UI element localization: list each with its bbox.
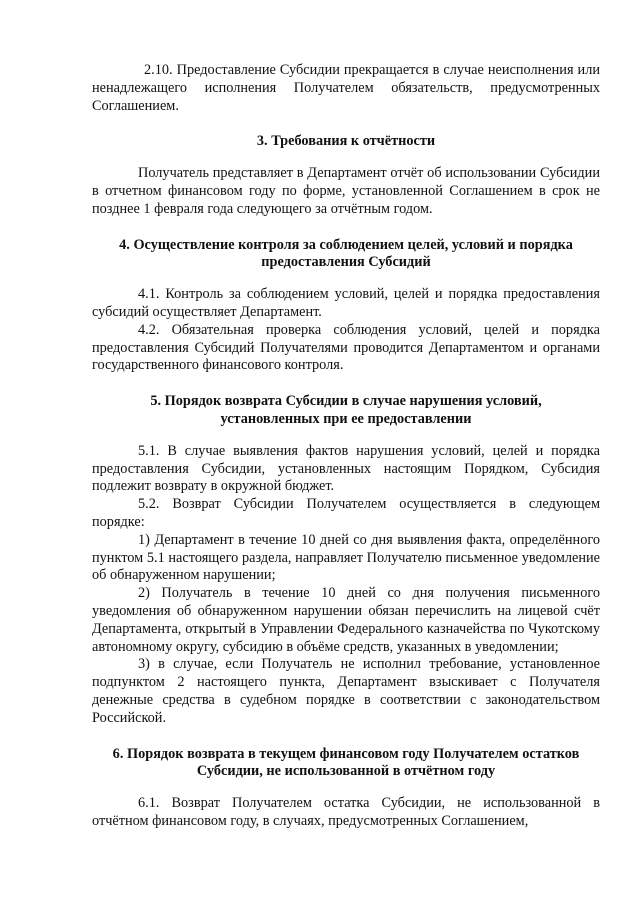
section-5-heading-line1: 5. Порядок возврата Субсидии в случае нарушения условий,	[150, 393, 542, 410]
paragraph-5-2-item-2: 2) Получатель в течение 10 дней со дня получения письменного уведомления об обнаруженном нарушении обязан перечислить на лицевой счёт Департамента, открытый в Управлении Федерального казначейства по Чукотскому автономному округу, субсидию в объёме средств, указанных в уведомлении;	[92, 585, 600, 655]
section-3-heading: 3. Требования к отчётности	[256, 133, 436, 150]
paragraph-5-2-item-1: 1) Департамент в течение 10 дней со дня выявления факта, определённого пунктом 5.1 настоящего раздела, направляет Получателю письменное уведомление об обнаруженном нарушении;	[92, 531, 600, 584]
section-6-heading-line2: Субсидии, не использованной в отчётном году	[196, 763, 496, 780]
section-6-heading-line1: 6. Порядок возврата в текущем финансовом году Получателем остатков	[112, 745, 580, 762]
paragraph-5-1: 5.1. В случае выявления фактов нарушения условий, целей и порядка предоставления Субсидии, установленных настоящим Порядком, Субсидия подлежит возврату в окружной бюджет.	[92, 442, 600, 495]
document-page	[92, 62, 600, 831]
paragraph-6-1: 6.1. Возврат Получателем остатка Субсидии, не использованной в отчётном финансовом году, в случаях, предусмотренных Соглашением,	[92, 795, 600, 829]
section-5-heading-line2: установленных при ее предоставлении	[220, 410, 472, 427]
paragraph-4-1: 4.1. Контроль за соблюдением условий, целей и порядка предоставления субсидий осуществляет Департамент.	[92, 286, 600, 320]
paragraph-4-2: 4.2. Обязательная проверка соблюдения условий, целей и порядка предоставления Субсидий Получателями проводится Департаментом и органами государственного финансового контроля.	[92, 321, 600, 374]
paragraph-5-2-item-3: 3) в случае, если Получатель не исполнил требование, установленное подпунктом 2 настоящего пункта, Департамент взыскивает с Получателя денежные средства в судебном порядке в соответствии с законодательством Российской.	[92, 656, 600, 726]
paragraph-5-2: 5.2. Возврат Субсидии Получателем осуществляется в следующем порядке:	[92, 496, 600, 530]
section-4-heading	[92, 237, 600, 273]
section-6-heading	[92, 746, 600, 782]
section-4-heading-line2: предоставления Субсидий	[261, 254, 431, 271]
section-5-heading	[92, 393, 600, 429]
section-3-paragraph: Получатель представляет в Департамент отчёт об использовании Субсидии в отчетном финансовом году по форме, установленной Соглашением в срок не позднее 1 февраля года следующего за отчётным годом.	[92, 165, 600, 217]
paragraph-2-10: 2.10. Предоставление Субсидии прекращается в случае неисполнения или ненадлежащего исполнения Получателем обязательств, предусмотренных Соглашением.	[92, 62, 600, 114]
section-4-heading-line1: 4. Осуществление контроля за соблюдением целей, условий и порядка	[119, 236, 573, 253]
